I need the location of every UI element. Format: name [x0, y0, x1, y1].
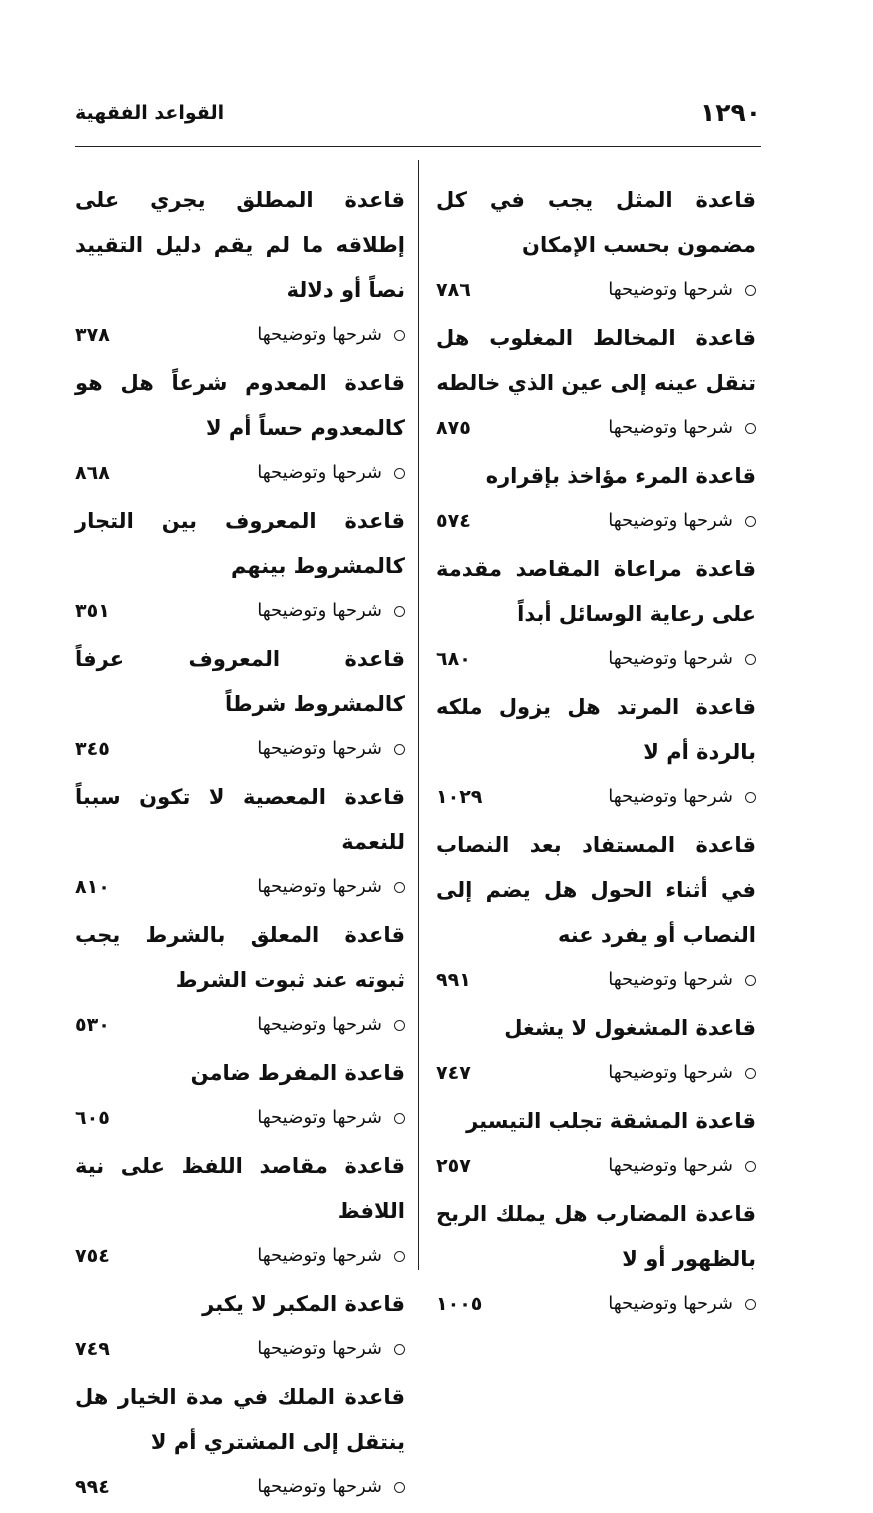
circle-bullet-icon — [745, 654, 756, 665]
entry-reference — [436, 775, 756, 819]
index-entry — [436, 454, 756, 543]
entry-reference — [436, 958, 756, 1002]
index-entry — [75, 775, 405, 909]
circle-bullet-icon — [745, 516, 756, 527]
circle-bullet-icon — [394, 1482, 405, 1493]
circle-bullet-icon — [745, 975, 756, 986]
index-entry — [436, 685, 756, 819]
entry-label: شرحها وتوضيحها — [257, 1476, 382, 1497]
entry-label: شرحها وتوضيحها — [257, 600, 382, 621]
entry-page-number: ٩٩٤ — [75, 1476, 110, 1498]
entry-reference — [75, 727, 405, 771]
entry-reference — [436, 1051, 756, 1095]
entry-title: قاعدة المضارب هل يملك الربح بالظهور أو لا — [436, 1202, 756, 1271]
entry-page-number: ٩٩١ — [436, 969, 471, 991]
entry-title: قاعدة المعصية لا تكون سبباً للنعمة — [75, 785, 405, 854]
entry-title: قاعدة المعروف بين التجار كالمشروط بينهم — [75, 509, 405, 578]
entry-title: قاعدة مقاصد اللفظ على نية اللافظ — [75, 1154, 405, 1223]
entry-page-number: ٧٥٤ — [75, 1245, 110, 1267]
entry-page-number: ٧٤٧ — [436, 1062, 471, 1084]
entry-reference — [75, 1327, 405, 1371]
page-number: ١٢٩٠ — [699, 98, 761, 127]
entry-title: قاعدة الملك في مدة الخيار هل ينتقل إلى المشتري أم لا — [75, 1385, 405, 1454]
index-entry — [75, 361, 405, 495]
index-entry — [75, 499, 405, 633]
entry-label: شرحها وتوضيحها — [257, 462, 382, 483]
circle-bullet-icon — [394, 468, 405, 479]
entry-reference — [436, 499, 756, 543]
circle-bullet-icon — [745, 423, 756, 434]
entry-title: قاعدة المعروف عرفاً كالمشروط شرطاً — [75, 647, 405, 716]
index-entry — [75, 1144, 405, 1278]
circle-bullet-icon — [394, 882, 405, 893]
page-header — [75, 98, 761, 134]
circle-bullet-icon — [394, 1113, 405, 1124]
index-entry — [436, 823, 756, 1002]
entry-label: شرحها وتوضيحها — [257, 324, 382, 345]
index-entry — [75, 913, 405, 1047]
circle-bullet-icon — [745, 285, 756, 296]
index-entry — [436, 1006, 756, 1095]
index-entry — [436, 547, 756, 681]
entry-title: قاعدة المرتد هل يزول ملكه بالردة أم لا — [436, 695, 756, 764]
index-entry — [75, 178, 405, 357]
entry-label: شرحها وتوضيحها — [608, 1155, 733, 1176]
entry-reference — [436, 406, 756, 450]
entry-label: شرحها وتوضيحها — [257, 1014, 382, 1035]
index-entry — [75, 637, 405, 771]
entry-title: قاعدة المستفاد بعد النصاب في أثناء الحول هل يضم إلى النصاب أو يفرد عنه — [436, 833, 756, 947]
entry-label: شرحها وتوضيحها — [608, 510, 733, 531]
circle-bullet-icon — [394, 744, 405, 755]
circle-bullet-icon — [394, 1020, 405, 1031]
entry-title: قاعدة المخالط المغلوب هل تنقل عينه إلى عين الذي خالطه — [436, 326, 756, 395]
entry-title: قاعدة مراعاة المقاصد مقدمة على رعاية الوسائل أبداً — [436, 557, 756, 626]
circle-bullet-icon — [745, 1068, 756, 1079]
entry-title: قاعدة المشغول لا يشغل — [504, 1016, 756, 1040]
column-divider — [418, 160, 419, 1270]
entry-page-number: ١٠٢٩ — [436, 786, 483, 808]
index-entry — [436, 1099, 756, 1188]
index-entry — [436, 316, 756, 450]
entry-page-number: ٢٥٧ — [436, 1155, 471, 1177]
entry-page-number: ٥٣٠ — [75, 1014, 110, 1036]
index-entry — [75, 1375, 405, 1509]
entry-page-number: ٥٧٤ — [436, 510, 471, 532]
entry-label: شرحها وتوضيحها — [608, 648, 733, 669]
entry-label: شرحها وتوضيحها — [608, 417, 733, 438]
left-column — [75, 178, 405, 1513]
entry-title: قاعدة المفرط ضامن — [190, 1061, 405, 1085]
circle-bullet-icon — [394, 1344, 405, 1355]
entry-reference — [75, 1465, 405, 1509]
entry-label: شرحها وتوضيحها — [608, 969, 733, 990]
entry-label: شرحها وتوضيحها — [257, 1338, 382, 1359]
circle-bullet-icon — [745, 1299, 756, 1310]
entry-reference — [436, 1144, 756, 1188]
circle-bullet-icon — [745, 1161, 756, 1172]
entry-label: شرحها وتوضيحها — [608, 786, 733, 807]
index-entry — [75, 1282, 405, 1371]
entry-label: شرحها وتوضيحها — [608, 279, 733, 300]
circle-bullet-icon — [394, 1251, 405, 1262]
entry-reference — [75, 313, 405, 357]
entry-page-number: ٧٤٩ — [75, 1338, 110, 1360]
entry-page-number: ٣٤٥ — [75, 738, 110, 760]
index-entry — [436, 1192, 756, 1326]
entry-page-number: ٦٠٥ — [75, 1107, 110, 1129]
entry-reference — [436, 1282, 756, 1326]
running-title: القواعد الفقهية — [75, 102, 225, 124]
entry-reference — [75, 1003, 405, 1047]
entry-page-number: ٣٥١ — [75, 600, 110, 622]
header-divider — [75, 146, 761, 147]
entry-page-number: ٧٨٦ — [436, 279, 471, 301]
entry-title: قاعدة المعدوم شرعاً هل هو كالمعدوم حساً أم لا — [75, 371, 405, 440]
entry-reference — [436, 268, 756, 312]
entry-title: قاعدة المشقة تجلب التيسير — [466, 1109, 756, 1133]
entry-label: شرحها وتوضيحها — [608, 1293, 733, 1314]
index-entry — [436, 178, 756, 312]
index-entry — [75, 1051, 405, 1140]
entry-label: شرحها وتوضيحها — [257, 738, 382, 759]
entry-reference — [436, 637, 756, 681]
entry-title: قاعدة المرء مؤاخذ بإقراره — [485, 464, 756, 488]
circle-bullet-icon — [394, 330, 405, 341]
entry-page-number: ٨١٠ — [75, 876, 110, 898]
entry-page-number: ٨٧٥ — [436, 417, 471, 439]
entry-page-number: ٦٨٠ — [436, 648, 471, 670]
circle-bullet-icon — [394, 606, 405, 617]
circle-bullet-icon — [745, 792, 756, 803]
entry-reference — [75, 451, 405, 495]
entry-label: شرحها وتوضيحها — [257, 1107, 382, 1128]
entry-title: قاعدة المطلق يجري على إطلاقه ما لم يقم دليل التقييد نصاً أو دلالة — [75, 188, 405, 302]
entry-reference — [75, 1234, 405, 1278]
entry-title: قاعدة المثل يجب في كل مضمون بحسب الإمكان — [436, 188, 756, 257]
entry-page-number: ١٠٠٥ — [436, 1293, 483, 1315]
entry-reference — [75, 865, 405, 909]
entry-label: شرحها وتوضيحها — [257, 876, 382, 897]
entry-title: قاعدة المكبر لا يكبر — [202, 1292, 405, 1316]
right-column — [436, 178, 756, 1330]
entry-label: شرحها وتوضيحها — [257, 1245, 382, 1266]
entry-page-number: ٨٦٨ — [75, 462, 110, 484]
entry-title: قاعدة المعلق بالشرط يجب ثبوته عند ثبوت الشرط — [75, 923, 405, 992]
entry-reference — [75, 1096, 405, 1140]
entry-label: شرحها وتوضيحها — [608, 1062, 733, 1083]
entry-reference — [75, 589, 405, 633]
entry-page-number: ٣٧٨ — [75, 324, 110, 346]
